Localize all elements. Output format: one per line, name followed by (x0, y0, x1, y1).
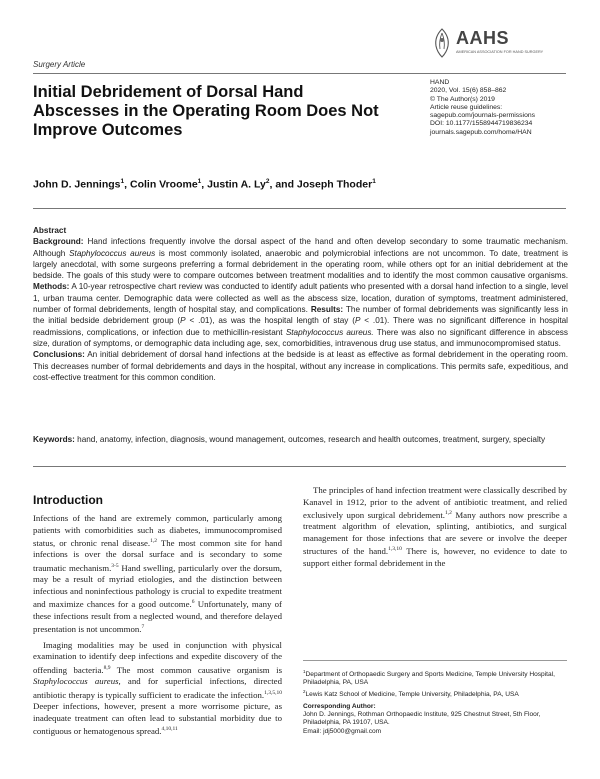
body-column-left (33, 513, 282, 737)
text: Deeper infections, however, present a more worrisome picture, as inadequate treatment can often lead to substantial morbidity due to contiguous or hematogenous spread. (33, 701, 282, 736)
introduction-heading: Introduction (33, 493, 103, 507)
reuse-url-link[interactable]: sagepub.com/journals-permissions (430, 112, 536, 120)
author-name: John D. Jennings (33, 178, 121, 191)
header-rule (33, 73, 566, 74)
doi: DOI: 10.1177/1558944719836234 (430, 120, 533, 128)
affiliation-text: Lewis Katz School of Medicine, Temple University, Philadelphia, PA, USA (305, 690, 519, 698)
citation-ref: 4,10,11 (161, 726, 178, 733)
keywords (33, 434, 568, 445)
text: The principles of hand infection treatment were classically described by Kanavel in 1912, prior to the advent of antibiotic treatment, and relied exclusively upon surgical debridement. (303, 485, 567, 520)
italic-text: Staphylococcus aureus (33, 676, 119, 687)
text: Many authors now prescribe a treatment algorithm of elevation, splinting, antibiotics, and surgical management for those infections that are severe or involve the deeper structures of the hand. (303, 509, 568, 557)
methods-text: A 10-year retrospective chart review was conducted to identify adult patients who presented with a dorsal hand infection to a single, level 1, urban trauma center. Demographic data were collected as well as the abscess size, location, duration of symptoms, treatment administered, number of formal debridements, length of hospital stay, and complications. (33, 282, 568, 315)
author-name: Joseph Thoder (296, 178, 373, 191)
copyright: © The Author(s) 2019 (430, 95, 495, 103)
affiliation-text: Department of Orthopaedic Surgery and Sports Medicine, Temple University Hospital, Philadelphia, PA, USA (303, 671, 555, 687)
corresponding-heading: Corresponding Author: (303, 703, 376, 710)
methods-label: Methods: (33, 282, 70, 292)
keywords-text: hand, anatomy, infection, diagnosis, wound management, outcomes, research and health outcomes, treatment, surgery, specialty (74, 435, 546, 444)
journal-url-link[interactable]: journals.sagepub.com/home/HAN (430, 128, 532, 136)
text: Imaging modalities may be used in conjunction with physical examination to identify deep infections and expedite discovery of the offending bacteria. (33, 639, 282, 675)
text: The most common causative organism is (110, 664, 283, 675)
affiliations (303, 668, 567, 699)
journal-name: HAND (430, 79, 450, 86)
conclusions-label: Conclusions: (33, 350, 85, 360)
keywords-label: Keywords: (33, 435, 75, 444)
author-affiliation: 1 (197, 178, 202, 185)
citation: 2020, Vol. 15(6) 858–862 (430, 87, 507, 95)
text: The most common site for hand infections is over the dorsal surface and is secondary to some traumatic mechanism. (33, 537, 282, 573)
text: Unfortunately, many of these infections result from a neglected wound, and therefore delayed presentation is not uncommon. (33, 599, 282, 635)
results-text: There was also no significant difference in abscess size, duration of symptoms, or demographic data including age, sex, comorbidities, intravenous drug use status, and immunocompromised status. (33, 327, 568, 348)
citation-ref: 1,3,10 (388, 546, 402, 553)
reuse-guidelines: Article reuse guidelines: (430, 103, 503, 111)
affiliation (303, 668, 567, 688)
paragraph (33, 513, 282, 636)
abstract (33, 225, 568, 383)
background-italic: Staphylococcus aureus (69, 248, 156, 258)
citation-ref: 1,2 (444, 510, 452, 516)
citation-ref: 6 (191, 599, 195, 606)
citation-ref: 3-5 (111, 562, 119, 569)
abstract-rule (33, 208, 566, 209)
logo-text: AAHS (456, 28, 510, 48)
affiliation-number: 1 (303, 669, 306, 674)
results-label: Results: (310, 305, 344, 315)
p-value-symbol: P (180, 316, 186, 326)
keywords-rule (33, 466, 566, 467)
article-type: Surgery Article (33, 60, 86, 69)
background-text: is most commonly isolated, anaerobic and polymicrobial infections are not uncommon. To date, treatment is largely anecdotal, with some surgeons preferring a formal debridement in the operating room, while others opt for an initial debridement at the bedside. The goals of this study were to compare outcomes between treatment modalities and to identify the most common causative organisms. (33, 248, 568, 281)
body-column-right (303, 485, 567, 569)
logo-subtitle: AMERICAN ASSOCIATION FOR HAND SURGERY (456, 50, 544, 54)
footnote-rule (303, 660, 567, 661)
paragraph (303, 485, 567, 569)
author-name: Colin Vroome (129, 178, 198, 191)
affiliation-number: 2 (303, 688, 306, 694)
corresponding-author (303, 703, 567, 736)
results-text: The number of formal debridements was significantly less in the initial bedside debridement group ( (33, 305, 568, 326)
text: There is, however, no evidence to date to support either formal debridement in the (303, 546, 567, 568)
article-title: Initial Debridement of Dorsal Hand Abscesses in the Operating Room Does Not Improve Outcomes (33, 83, 379, 139)
author-name: Justin A. Ly (207, 178, 266, 191)
author-list: John D. Jennings$^1$, Colin Vroome$^1$, Justin A. Ly$^2$, and Joseph Thoder$^1$ (33, 178, 376, 191)
text: Hand swelling, particularly over the dorsum, may be a result of myriad etiologies, and the distinction between infectious and noninfectious pathology is crucial to expedite treatment and maximize chances for a good outcome. (33, 562, 282, 610)
paragraph (33, 640, 282, 738)
aahs-emblem-icon (430, 28, 454, 58)
results-italic: Staphylococcus aureus. (285, 327, 374, 337)
text: , and for superficial infections, directed antibiotic therapy is typically sufficient to eradicate the infection. (33, 676, 282, 700)
affiliation (303, 688, 567, 699)
aahs-logo (430, 26, 570, 72)
author-affiliation: 1 (372, 178, 376, 185)
author-affiliation: 2 (265, 178, 270, 185)
author-affiliation: 1 (120, 178, 125, 185)
p-value-symbol: P (354, 316, 361, 326)
conclusions-text: An initial debridement of dorsal hand infections at the bedside is at least as effective as formal debridement in the operating room. This decreases number of formal debridements and days in the hospital, without any increase in complications. This permits safe, expeditious, and cost-effective treatment for this common condition. (33, 350, 568, 382)
citation-ref: 8,9 (103, 664, 111, 671)
background-text: Hand infections frequently involve the dorsal aspect of the hand and often develop secondary to some traumatic mechanism. Although (33, 237, 568, 258)
corresponding-email[interactable]: Email: jdj5000@gmail.com (303, 727, 382, 735)
results-text: < .01), as was the hospital length of stay ( (185, 316, 355, 326)
background-label: Background: (33, 237, 84, 247)
text: Infections of the hand are extremely common, particularly among patients with comorbidities such as diabetes, immunocompromised status, or chronic renal disease. (33, 513, 282, 548)
citation-ref: 1,2 (150, 538, 157, 544)
corresponding-address: John D. Jennings, Rothman Orthopaedic Institute, 925 Chestnut Street, 5th Floor, Philadelphia, PA 19107, USA. (303, 711, 541, 727)
article-meta (430, 79, 535, 137)
abstract-heading: Abstract (33, 226, 67, 235)
citation-ref: 1,3,5,10 (264, 689, 282, 696)
results-text: < .01). There was no significant difference in hospital readmissions, complications, or infection due to methicillin-resistant (33, 316, 568, 337)
citation-ref: 7 (141, 624, 145, 631)
